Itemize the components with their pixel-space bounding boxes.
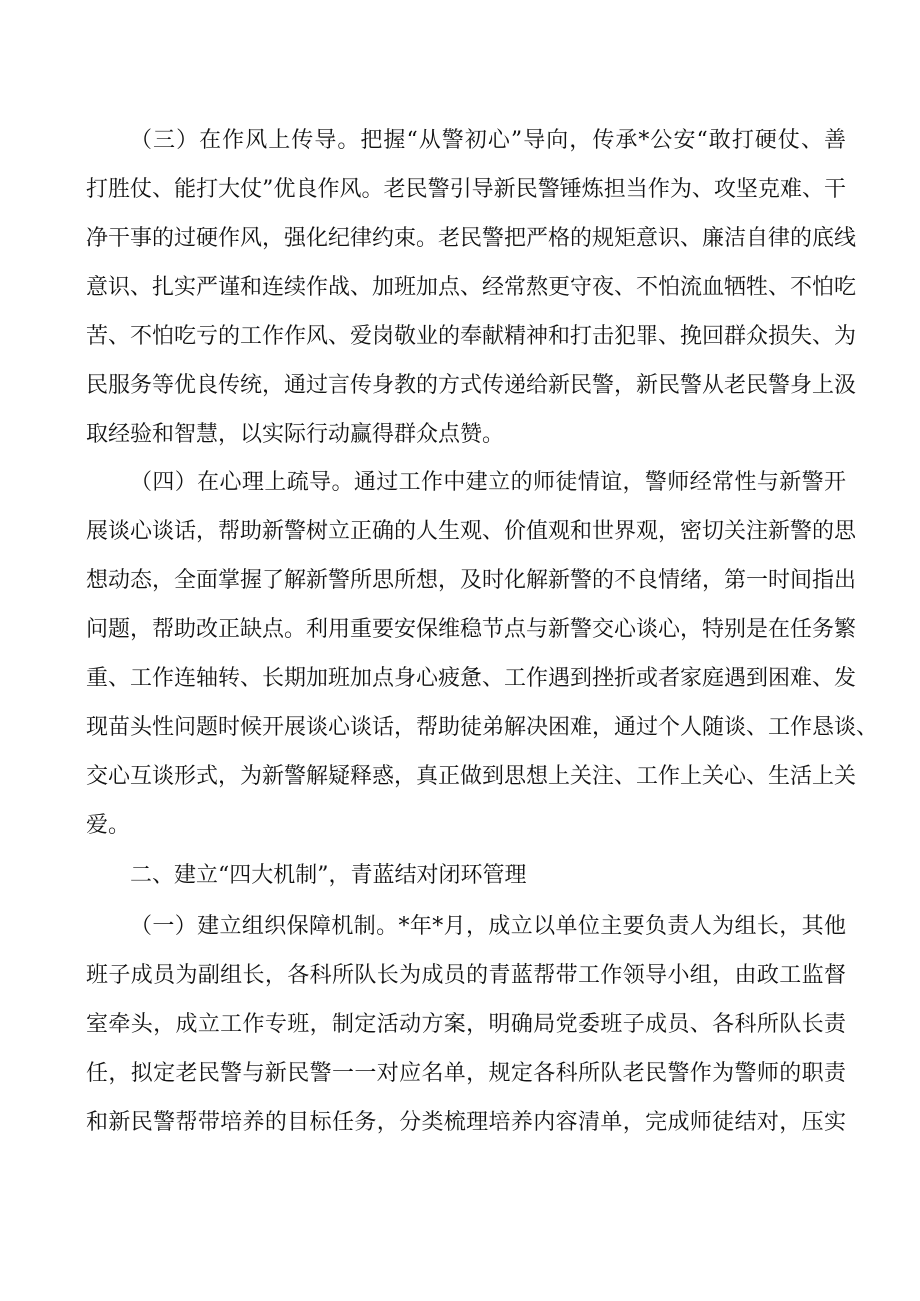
paragraph-line: 室牵头，成立工作专班，制定活动方案，明确局党委班子成员、各科所队长责	[86, 1012, 846, 1037]
paragraph-line: 现苗头性问题时候开展谈心谈话，帮助徒弟解决困难，通过个人随谈、工作恳谈、	[86, 715, 879, 740]
paragraph-line: 任，拟定老民警与新民警一一对应名单，规定各科所队老民警作为警师的职责	[86, 1061, 846, 1086]
paragraph-line: 展谈心谈话，帮助新警树立正确的人生观、价值观和世界观，密切关注新警的思	[86, 519, 857, 544]
paragraph-line: 净干事的过硬作风，强化纪律约束。老民警把严格的规矩意识、廉洁自律的底线	[86, 226, 857, 251]
paragraph-line: 意识、扎实严谨和连续作战、加班加点、经常熬更守夜、不怕流血牺牲、不怕吃	[86, 275, 857, 300]
paragraph-line: 民服务等优良传统，通过言传身教的方式传递给新民警，新民警从老民警身上汲	[86, 373, 857, 398]
section-heading: 二、建立“四大机制”，青蓝结对闭环管理	[130, 863, 527, 888]
paragraph-line: 爱。	[86, 813, 131, 838]
paragraph-line: 交心互谈形式，为新警解疑释惑，真正做到思想上关注、工作上关心、生活上关	[86, 764, 857, 789]
paragraph-line: 和新民警帮带培养的目标任务，分类梳理培养内容清单，完成师徒结对，压实	[86, 1110, 846, 1135]
paragraph-line: 取经验和智慧，以实际行动赢得群众点赞。	[86, 422, 505, 447]
paragraph-line: 打胜仗、能打大仗”优良作风。老民警引导新民警锤炼担当作为、攻坚克难、干	[86, 177, 846, 202]
paragraph-line: （三）在作风上传导。把握“从警初心”导向，传承*公安“敢打硬仗、善	[130, 128, 846, 153]
paragraph-line: 想动态，全面掌握了解新警所思所想，及时化解新警的不良情绪，第一时间指出	[86, 568, 857, 593]
paragraph-line: （一）建立组织保障机制。*年*月，成立以单位主要负责人为组长，其他	[130, 914, 846, 939]
paragraph-line: 问题，帮助改正缺点。利用重要安保维稳节点与新警交心谈心，特别是在任务繁	[86, 617, 857, 642]
paragraph-line: 苦、不怕吃亏的工作作风、爱岗敬业的奉献精神和打击犯罪、挽回群众损失、为	[86, 324, 857, 349]
paragraph-line: 班子成员为副组长，各科所队长为成员的青蓝帮带工作领导小组，由政工监督	[86, 963, 846, 988]
paragraph-line: 重、工作连轴转、长期加班加点身心疲惫、工作遇到挫折或者家庭遇到困难、发	[86, 666, 857, 691]
paragraph-line: （四）在心理上疏导。通过工作中建立的师徒情谊，警师经常性与新警开	[130, 470, 846, 495]
